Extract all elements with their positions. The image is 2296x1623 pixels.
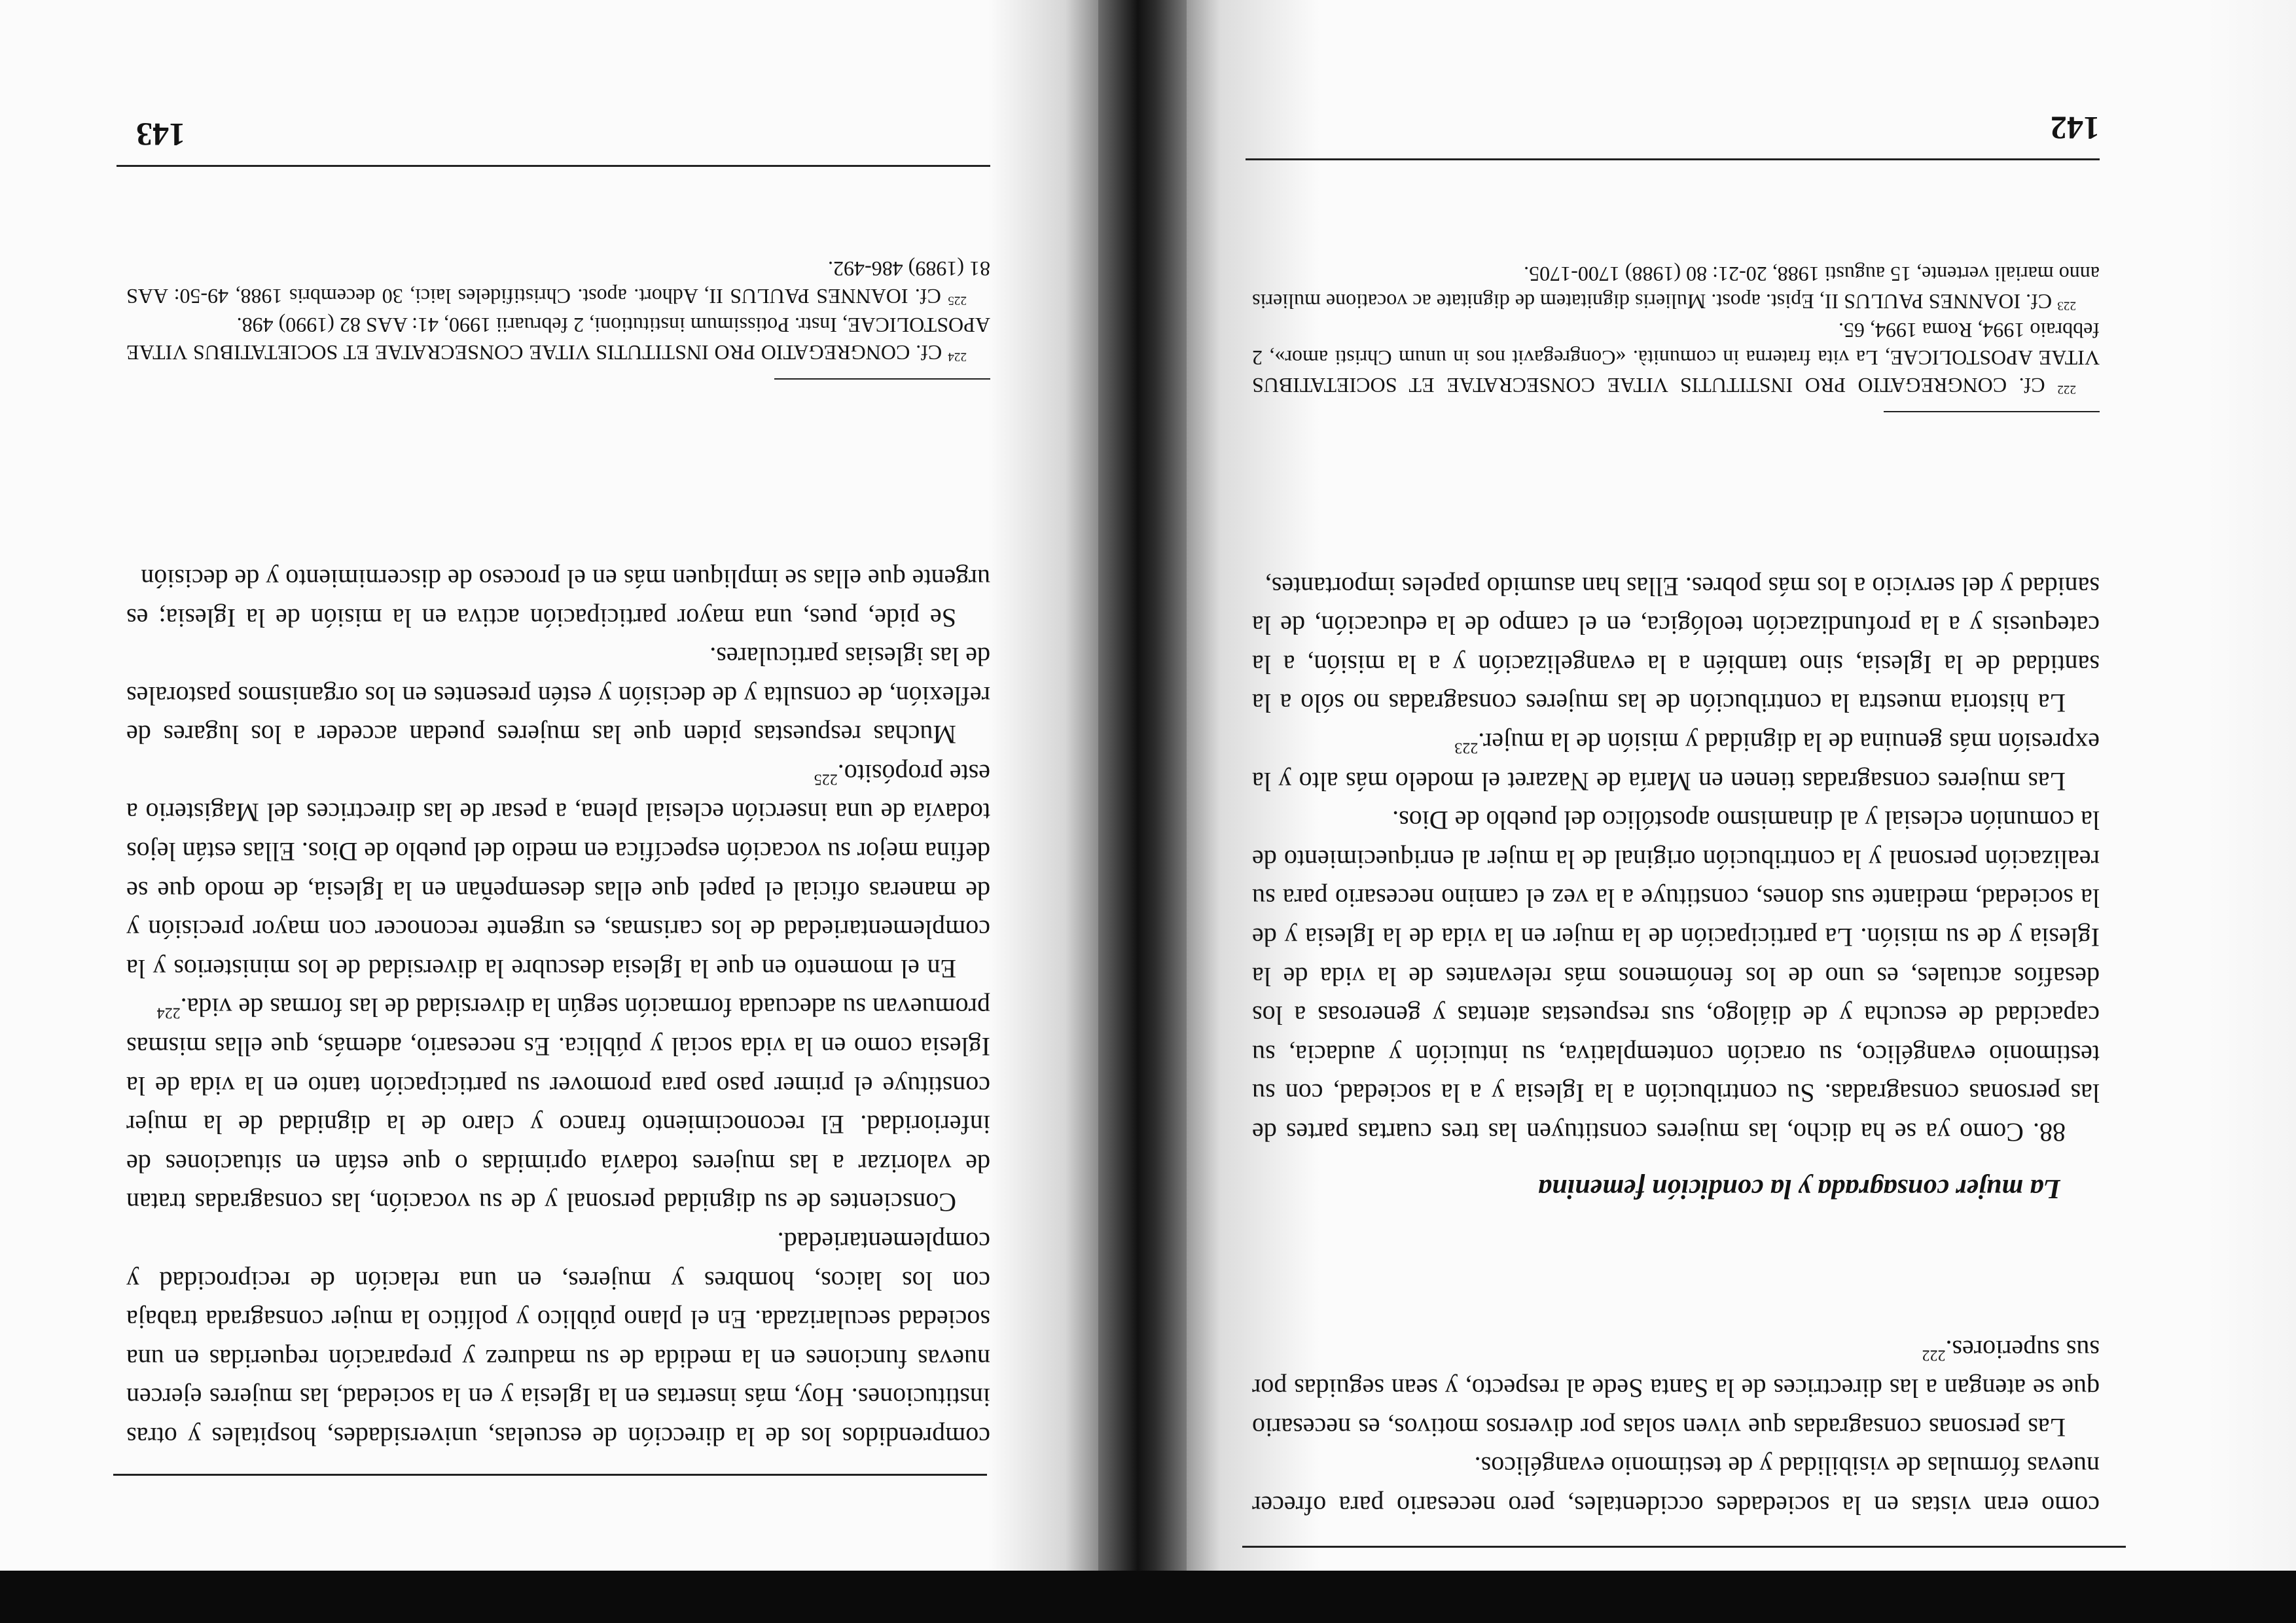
page-number: 142 <box>2051 110 2100 147</box>
top-rule <box>1242 1546 2126 1548</box>
footnote: $^{224}$ Cf. CONGREGATIO PRO INSTITUTIS VITAE CONSECRATAE ET SOCIETATIBUS VITAE APOSTOLICAE, Instr. Potissimum institutioni, 2 februarii 1990, 41: AAS 82 (1990) 498. <box>126 313 990 365</box>
paragraph: comprendidos los de la dirección de escuelas, universidades, hospitales y otras instituciones. Hoy, más insertas en la Iglesia y en la sociedad, las mujeres ejercen nuevas funciones en la medida de su madurez y preparación requeridas en una sociedad secularizada. En el plano público y político la mujer consagrada trabaja con los laicos, hombres y mujeres, en una relación de reciprocidad y complementariedad. <box>126 1227 990 1452</box>
page-143-body <box>126 559 990 1456</box>
paragraph: como eran vistas en la sociedades occidentales, pero necesario para ofrecer nuevas fórmulas de visibilidad y de testimonio evangélicos. <box>1252 1452 2100 1520</box>
page-142-body-top <box>1252 1330 2100 1525</box>
paragraph: Conscientes de su dignidad personal y de su vocación, las consagradas tratan de valorizar a las mujeres todavía oprimidas o que están en situaciones de inferioridad. El reconocimiento franco y claro de la dignidad de la mujer constituye el primer paso para promover su participación tanto en la vida de la Iglesia como en la vida social y pública. Es necesario, además, que ellas mismas promuevan su adecuada formación según la diversidad de las formas de vida.$^{224}$ <box>126 993 990 1218</box>
bottom-rule <box>117 165 990 167</box>
footnote-rule <box>1884 411 2100 412</box>
footnote-ref: 224 <box>156 1004 181 1022</box>
top-rule <box>113 1474 987 1476</box>
paragraph: La historia muestra la contribución de las mujeres consagradas no sólo a la santidad de la Iglesia, sino también a la evangelización y a la misión, a la catequesis y a la profundización teológica, en el campo de la educación, de la sanidad y del servicio a los más pobres. Ellas han asumido papeles importantes, <box>1252 571 2100 719</box>
page-143-footnotes <box>126 254 990 366</box>
page-142-footnotes <box>1252 259 2100 399</box>
footnote-rule <box>774 378 990 380</box>
page-142 <box>1187 0 2296 1623</box>
footnote-ref: 222 <box>1922 1346 1946 1363</box>
paragraph: Muchas respuestas piden que las mujeres puedan acceder a los lugares de reflexión, de consulta y de decisión y estén presentes en los organismos pastorales de las iglesias particulares. <box>126 642 990 750</box>
paragraph: Las mujeres consagradas tienen en María de Nazaret el modelo más alto y la expresión más genuina de la dignidad y misión de la mujer.$^{223}$ <box>1252 728 2100 796</box>
page-143 <box>0 0 1098 1623</box>
page-142-body <box>1252 567 2100 1152</box>
footnote: $^{222}$ Cf. CONGREGATIO PRO INSTITUTIS VITAE CONSECRATAE ET SOCIETATIBUS VITAE APOSTOLICAE, La vita fraterna in comunità. «Congregavit nos in unum Christi amor», 2 febbraio 1994, Roma 1994, 65. <box>1251 319 2100 397</box>
paragraph: Se pide, pues, una mayor participación activa en la misión de la Iglesia; es urgente que ellas se impliquen más en el proceso de discernimiento y de decisión <box>126 563 990 633</box>
paragraph: Las personas consagradas que viven solas por diversos motivos, es necesario que se atengan a las directrices de la Santa Sede al respecto, y sean seguidas por sus superiores.$^{222}$ <box>1252 1334 2100 1442</box>
bottom-rule <box>1246 158 2100 160</box>
scanner-edge <box>0 1571 2296 1623</box>
footnote-ref: 225 <box>814 770 838 788</box>
paragraph: En el momento en que la Iglesia descubre la diversidad de los ministerios y la complementariedad de los carismas, es urgente reconocer con mayor precisión y de maneras oficial el papel que ellas desempeñan en la Iglesia, de modo que se defina mejor su vocación específica en medio del pueblo de Dios. Ellas están lejos todavía de una inserción eclesial plena, a pesar de las directrices del Magisterio a este propósito.$^{225}$ <box>126 758 990 984</box>
page-number: 143 <box>136 116 185 153</box>
footnote: $^{225}$ Cf. IOANNES PAULUS II, Adhort. apost. Christifideles laici, 30 decembris 1988, 49-50: AAS 81 (1989) 486-492. <box>126 257 990 308</box>
paragraph: 88. Como ya se ha dicho, las mujeres constituyen las tres cuartas partes de las personas consagradas. Su contribución a la Iglesia y a la sociedad, con su testimonio evangélico, su oración contemplativa, su intuición y audacia, su capacidad de escucha y de diálogo, sus respuestas atentas y generosas a los desafíos actuales, es uno de los fenómenos más relevantes de la vida de la Iglesia y de su misión. La participación de la mujer en la vida de la Iglesia y de la sociedad, mediante sus dones, constituye a la vez el camino necesario para su realización personal y la contribución original de la mujer al enriquecimiento de la comunión eclesial y al dinamismo apostólico del pueblo de Dios. <box>1252 806 2100 1147</box>
section-heading: La mujer consagrada y la condición femenina <box>1538 1173 2060 1204</box>
footnote: $^{223}$ Cf. IOANNES PAULUS II, Epist. apost. Mulieris dignitatem de dignitate ac vocatione mulieris anno mariali vertente, 15 augusti 1988, 20-21: 80 (1988) 1700-1705. <box>1251 262 2100 313</box>
footnote-ref: 223 <box>1454 739 1479 757</box>
book-gutter <box>1098 0 1187 1623</box>
